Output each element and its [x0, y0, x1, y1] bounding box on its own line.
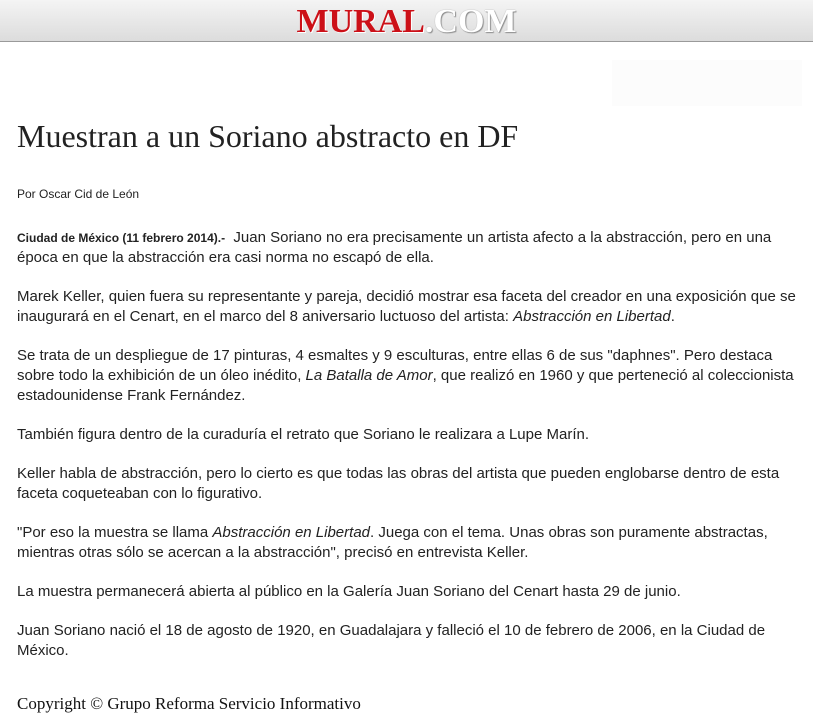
- paragraph-2-italic: Abstracción en Libertad: [513, 308, 671, 325]
- paragraph-6-italic: Abstracción en Libertad: [212, 524, 371, 541]
- paragraph-4: También figura dentro de la curaduría el retrato que Soriano le realizara a Lupe Marín.: [17, 426, 589, 443]
- paragraph-2-text-b: .: [670, 308, 675, 325]
- paragraph-7: La muestra permanecerá abierta al público en la Galería Juan Soriano del Cenart hasta 29 de junio.: [17, 583, 681, 600]
- ad-placeholder: [612, 60, 802, 106]
- paragraph-2: [17, 287, 802, 327]
- article-byline: Por Oscar Cid de León: [17, 187, 140, 201]
- paragraph-1-text: Juan Soriano no era precisamente un artista afecto a la abstracción, pero en una época en que la abstracción era casi norma no escapó de ella.: [17, 229, 772, 266]
- article-title: Muestran a un Soriano abstracto en DF: [17, 118, 519, 154]
- article-body: [17, 228, 802, 680]
- paragraph-8: Juan Soriano nació el 18 de agosto de 1920, en Guadalajara y falleció el 10 de febrero de 2006, en la Ciudad de México.: [17, 622, 766, 659]
- paragraph-3: [17, 346, 802, 406]
- site-logo[interactable]: [0, 4, 813, 40]
- paragraph-6-text-a: "Por eso la muestra se llama: [17, 524, 213, 541]
- paragraph-3-text-b: , que realizó en 1960 y que perteneció al coleccionista estadounidense Frank Fernández.: [17, 367, 794, 404]
- paragraph-5: Keller habla de abstracción, pero lo cierto es que todas las obras del artista que pueden englobarse dentro de esta faceta coqueteaban con lo figurativo.: [17, 465, 780, 502]
- logo-brand: MURAL: [296, 3, 425, 40]
- header-bar: [0, 0, 813, 42]
- paragraph-1: [17, 228, 802, 268]
- logo-tld: .COM: [424, 3, 517, 40]
- dateline: Ciudad de México (11 febrero 2014).-: [17, 231, 226, 245]
- paragraph-6-text-b: . Juega con el tema. Unas obras son puramente abstractas, mientras otras sólo se acercan a la abstracción", precisó en entrevista Keller.: [17, 524, 768, 561]
- paragraph-2-text-a: Marek Keller, quien fuera su representante y pareja, decidió mostrar esa faceta del creador en una exposición que se inaugurará en el Cenart, en el marco del 8 aniversario luctuoso del artista:: [17, 288, 796, 325]
- paragraph-3-text-a: Se trata de un despliegue de 17 pinturas, 4 esmaltes y 9 esculturas, entre ellas 6 de sus "daphnes". Pero destaca sobre todo la exhibición de un óleo inédito,: [17, 347, 773, 384]
- paragraph-6: [17, 523, 802, 563]
- copyright-notice: Copyright © Grupo Reforma Servicio Informativo: [17, 694, 361, 713]
- paragraph-3-italic: La Batalla de Amor: [305, 367, 433, 384]
